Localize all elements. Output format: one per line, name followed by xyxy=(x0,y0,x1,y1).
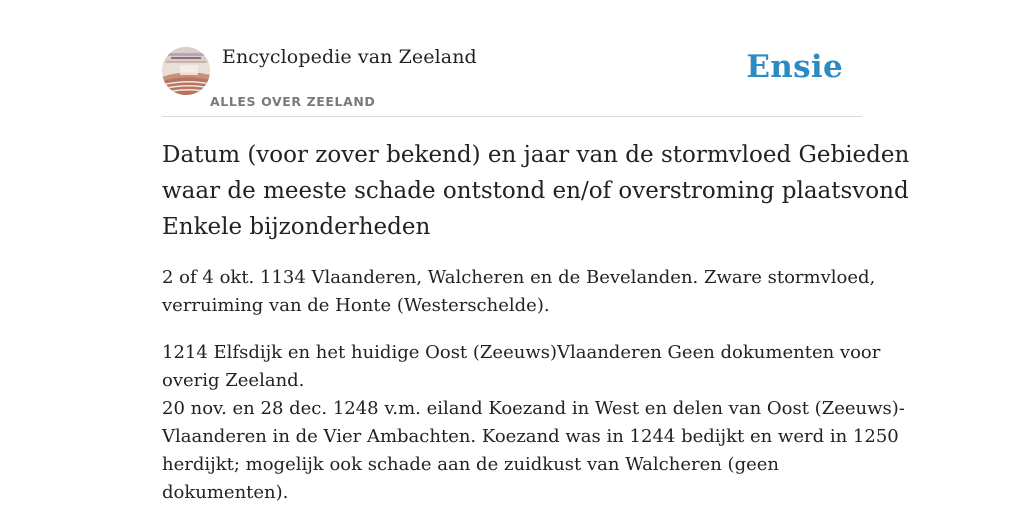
title-line: waar de meeste schade ontstond en/of overstroming plaatsvond xyxy=(162,178,909,204)
title-line: Datum (voor zover bekend) en jaar van de stormvloed Gebieden xyxy=(162,142,910,168)
article-paragraph-1 xyxy=(162,264,876,320)
paragraph-line: 20 nov. en 28 dec. 1248 v.m. eiland Koezand in West en delen van Oost (Zeeuws)- xyxy=(162,398,905,419)
site-name-link[interactable]: Encyclopedie van Zeeland xyxy=(222,46,477,68)
page-container xyxy=(162,0,910,503)
paragraph-line: herdijkt; mogelijk ook schade aan de zuidkust van Walcheren (geen xyxy=(162,454,779,475)
paragraph-line: 2 of 4 okt. 1134 Vlaanderen, Walcheren en de Bevelanden. Zware stormvloed, xyxy=(162,267,876,288)
article-paragraph-2 xyxy=(162,339,905,507)
paragraph-line: Vlaanderen in de Vier Ambachten. Koezand was in 1244 bedijkt en werd in 1250 xyxy=(162,426,899,447)
brand-logo-link[interactable]: Ensie xyxy=(746,49,843,85)
title-line: Enkele bijzonderheden xyxy=(162,214,431,240)
site-header xyxy=(162,0,862,117)
paragraph-line: overig Zeeland. xyxy=(162,370,305,391)
site-avatar-icon[interactable] xyxy=(162,47,210,95)
paragraph-line: verruiming van de Honte (Westerschelde). xyxy=(162,295,550,316)
article-title xyxy=(162,137,910,245)
book-pages-avatar-icon xyxy=(162,47,210,95)
site-tagline: ALLES OVER ZEELAND xyxy=(210,94,376,109)
paragraph-line: dokumenten). xyxy=(162,482,289,503)
paragraph-line: 1214 Elfsdijk en het huidige Oost (Zeeuws)Vlaanderen Geen dokumenten voor xyxy=(162,342,881,363)
